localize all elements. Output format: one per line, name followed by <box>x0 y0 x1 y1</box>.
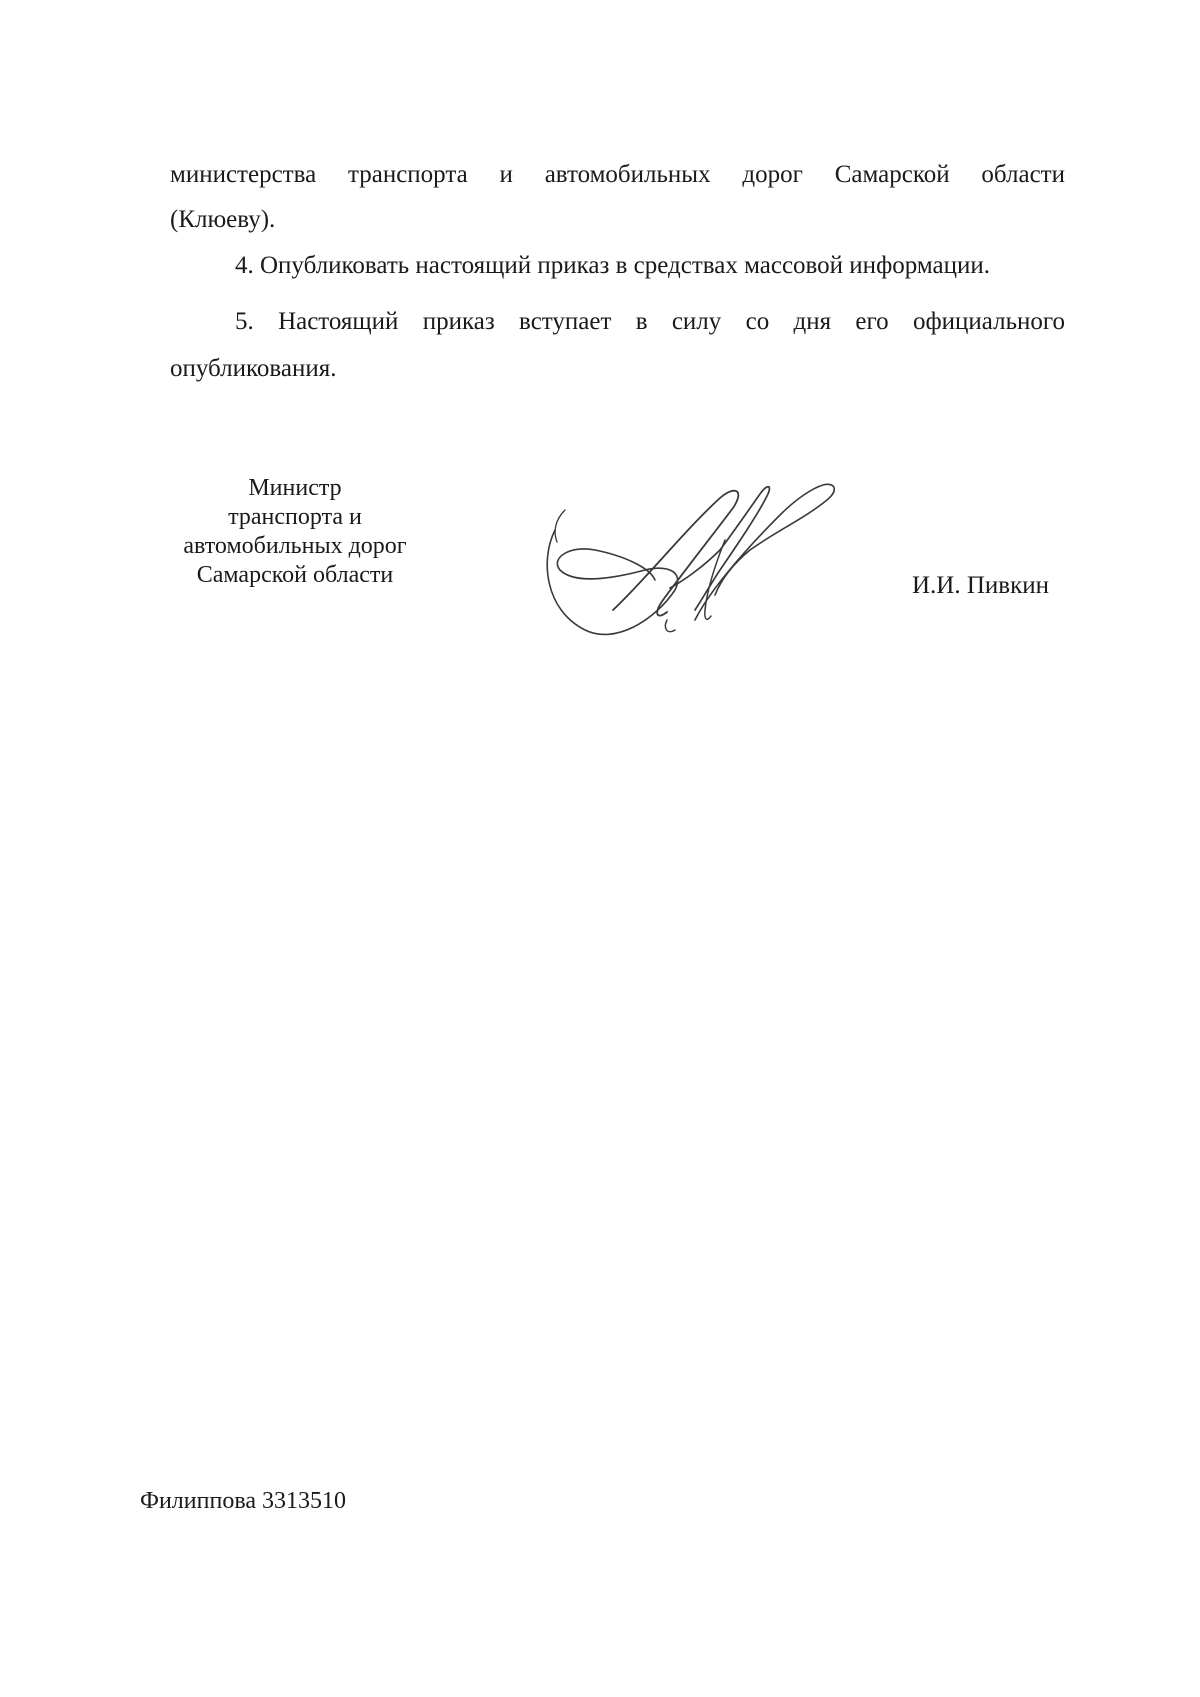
executor-contact: Филиппова 3313510 <box>140 1488 346 1514</box>
signatory-title-line-1: Министр <box>248 475 342 501</box>
paragraph-item-4: 4. Опубликовать настоящий приказ в средствах массовой информации. <box>235 252 991 279</box>
signatory-title <box>150 474 440 590</box>
continuation-line-2: (Клюеву). <box>170 206 276 233</box>
signatory-title-line-3: автомобильных дорог <box>183 533 407 559</box>
handwritten-signature-icon <box>535 470 895 670</box>
signatory-title-line-4: Самарской области <box>196 562 394 588</box>
continuation-line-1: министерства транспорта и автомобильных дорог Самарской области <box>170 161 1065 188</box>
signer-name: И.И. Пивкин <box>912 572 1049 599</box>
signatory-title-line-2: транспорта и <box>228 504 362 530</box>
paragraph-continuation <box>170 152 1065 242</box>
paragraph-item-5: 5. Настоящий приказ вступает в силу со дня его официального опубликования. <box>170 308 1065 382</box>
